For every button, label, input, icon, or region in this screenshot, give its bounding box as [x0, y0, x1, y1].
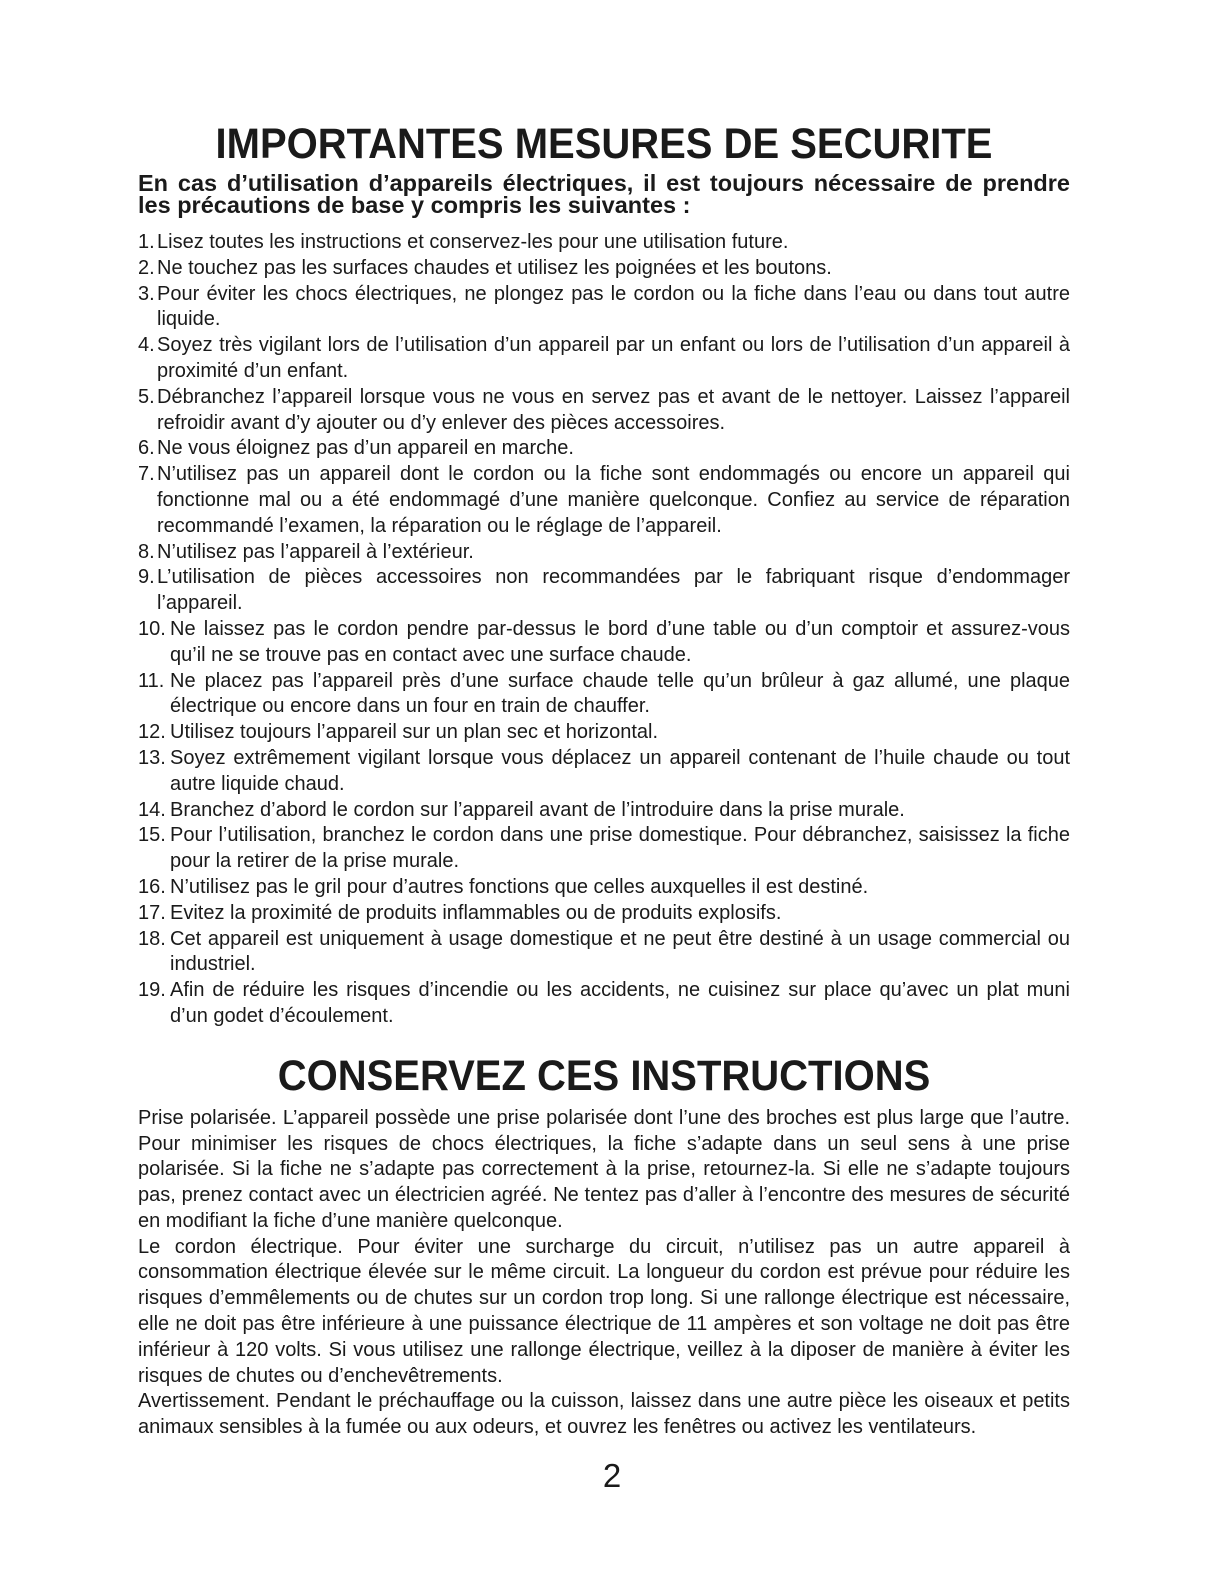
item-number: 5. [138, 385, 155, 408]
item-text: Pour l’utilisation, branchez le cordon dans une prise domestique. Pour débranchez, saisissez la fiche pour la retirer de la prise murale. [170, 824, 1070, 873]
list-item [138, 282, 1070, 334]
item-text: L’utilisation de pièces accessoires non recommandées par le fabriquant risque d’endommager l’appareil. [157, 566, 1070, 615]
list-item [138, 565, 1070, 617]
list-item [138, 669, 1070, 721]
item-text: Ne placez pas l’appareil près d’une surface chaude telle qu’un brûleur à gaz allumé, une plaque électrique ou encore dans un four en train de chauffer. [170, 669, 1070, 718]
item-text: Ne vous éloignez pas d’un appareil en marche. [157, 437, 574, 460]
page-content [138, 118, 1070, 1441]
item-number: 3. [138, 282, 155, 305]
item-text: Soyez très vigilant lors de l’utilisation d’un appareil par un enfant ou lors de l’utilisation d’un appareil à proximité d’un enfant. [157, 334, 1070, 382]
item-number: 12. [138, 721, 166, 744]
item-text: N’utilisez pas le gril pour d’autres fonctions que celles auxquelles il est destiné. [170, 875, 869, 898]
list-item [138, 746, 1070, 798]
list-item [138, 540, 1070, 566]
item-text: Evitez la proximité de produits inflammables ou de produits explosifs. [170, 901, 782, 924]
item-text: Débranchez l’appareil lorsque vous ne vous en servez pas et avant de le nettoyer. Laissez l’appareil refroidir avant d’y ajouter ou d’y enlever des pièces accessoires. [157, 385, 1070, 434]
section-heading: CONSERVEZ CES INSTRUCTIONS [277, 1051, 931, 1100]
item-number: 2. [138, 256, 155, 279]
list-item [138, 333, 1070, 385]
list-item [138, 798, 1070, 824]
safety-list [138, 230, 1070, 1030]
list-item [138, 617, 1070, 669]
list-item [138, 901, 1070, 927]
page-number: 2 [602, 1457, 622, 1494]
item-text: N’utilisez pas l’appareil à l’extérieur. [157, 540, 474, 563]
item-text: Branchez d’abord le cordon sur l’appareil avant de l’introduire dans la prise murale. [170, 798, 905, 821]
list-item [138, 436, 1070, 462]
paragraph-power-cord: Le cordon électrique. Pour éviter une surcharge du circuit, n’utilisez pas un autre appareil à consommation électrique élevée sur le même circuit. La longueur du cordon est prévue pour réduire les risques d’emmêlements ou de chutes sur un cordon trop long. Si une rallonge électrique est nécessaire, elle ne doit pas être inférieure à une puissance électrique de 11 ampères et son voltage ne doit pas être inférieur à 120 volts. Si vous utilisez une rallonge électrique, veillez à la diposer de manière à éviter les risques de chutes ou d’enchevêtrements. [138, 1235, 1070, 1387]
item-number: 7. [138, 463, 155, 486]
item-number: 19. [138, 979, 166, 1002]
item-text: Lisez toutes les instructions et conservez-les pour une utilisation future. [157, 231, 789, 253]
item-text: Utilisez toujours l’appareil sur un plan sec et horizontal. [170, 721, 659, 744]
item-number: 8. [138, 540, 155, 563]
item-number: 9. [138, 566, 155, 589]
item-number: 15. [138, 824, 166, 847]
item-text: Afin de réduire les risques d’incendie ou les accidents, ne cuisinez sur place qu’avec un plat muni d’un godet d’écoulement. [170, 979, 1070, 1027]
item-text: Pour éviter les chocs électriques, ne plongez pas le cordon ou la fiche dans l’eau ou dans tout autre liquide. [157, 282, 1070, 331]
list-item [138, 927, 1070, 979]
item-text: Cet appareil est uniquement à usage domestique et ne peut être destiné à un usage commercial ou industriel. [170, 927, 1070, 976]
list-item [138, 230, 1070, 256]
item-number: 17. [138, 901, 166, 924]
item-text: Ne touchez pas les surfaces chaudes et utilisez les poignées et les boutons. [157, 256, 832, 279]
list-item [138, 256, 1070, 282]
paragraph-warning: Avertissement. Pendant le préchauffage ou la cuisson, laissez dans une autre pièce les oiseaux et petits animaux sensibles à la fumée ou aux odeurs, et ouvrez les fenêtres ou activez les ventilateurs. [138, 1390, 1070, 1439]
item-number: 10. [138, 617, 166, 640]
item-number: 6. [138, 437, 155, 460]
list-item [138, 385, 1070, 437]
item-number: 4. [138, 334, 155, 357]
item-text: N’utilisez pas un appareil dont le cordon ou la fiche sont endommagés ou encore un appareil qui fonctionne mal ou a été endommagé d’une manière quelconque. Confiez au service de réparation recommandé l’examen, la réparation ou le réglage de l’appareil. [157, 463, 1070, 537]
list-item [138, 875, 1070, 901]
item-text: Soyez extrêmement vigilant lorsque vous déplacez un appareil contenant de l’huile chaude ou tout autre liquide chaud. [170, 746, 1070, 795]
list-item [138, 978, 1070, 1030]
paragraph-polarized-plug: Prise polarisée. L’appareil possède une prise polarisée dont l’une des broches est plus large que l’autre. Pour minimiser les risques de chocs électriques, la fiche s’adapte dans un seul sens à une prise polarisée. Si la fiche ne s’adapte pas correctement à la prise, retournez-la. Si elle ne s’adapte toujours pas, prenez contact avec un électricien agréé. Ne tentez pas d’aller à l’encontre des mesures de sécurité en modifiant la fiche d’une manière quelconque. [138, 1106, 1070, 1232]
list-item [138, 823, 1070, 875]
item-number: 11. [138, 669, 165, 692]
item-number: 14. [138, 798, 166, 821]
list-item [138, 720, 1070, 746]
list-item [138, 462, 1070, 539]
item-number: 1. [138, 231, 155, 253]
item-number: 16. [138, 875, 166, 898]
intro-text: En cas d’utilisation d’appareils électriques, il est toujours nécessaire de prendre les précautions de base y compris les suivantes : [138, 170, 1070, 218]
page-title: IMPORTANTES MESURES DE SECURITE [215, 120, 993, 168]
notes-section [138, 1106, 1070, 1441]
item-number: 13. [138, 746, 166, 769]
item-text: Ne laissez pas le cordon pendre par-dessus le bord d’une table ou d’un comptoir et assurez-vous qu’il ne se trouve pas en contact avec une surface chaude. [170, 617, 1070, 666]
item-number: 18. [138, 927, 166, 950]
